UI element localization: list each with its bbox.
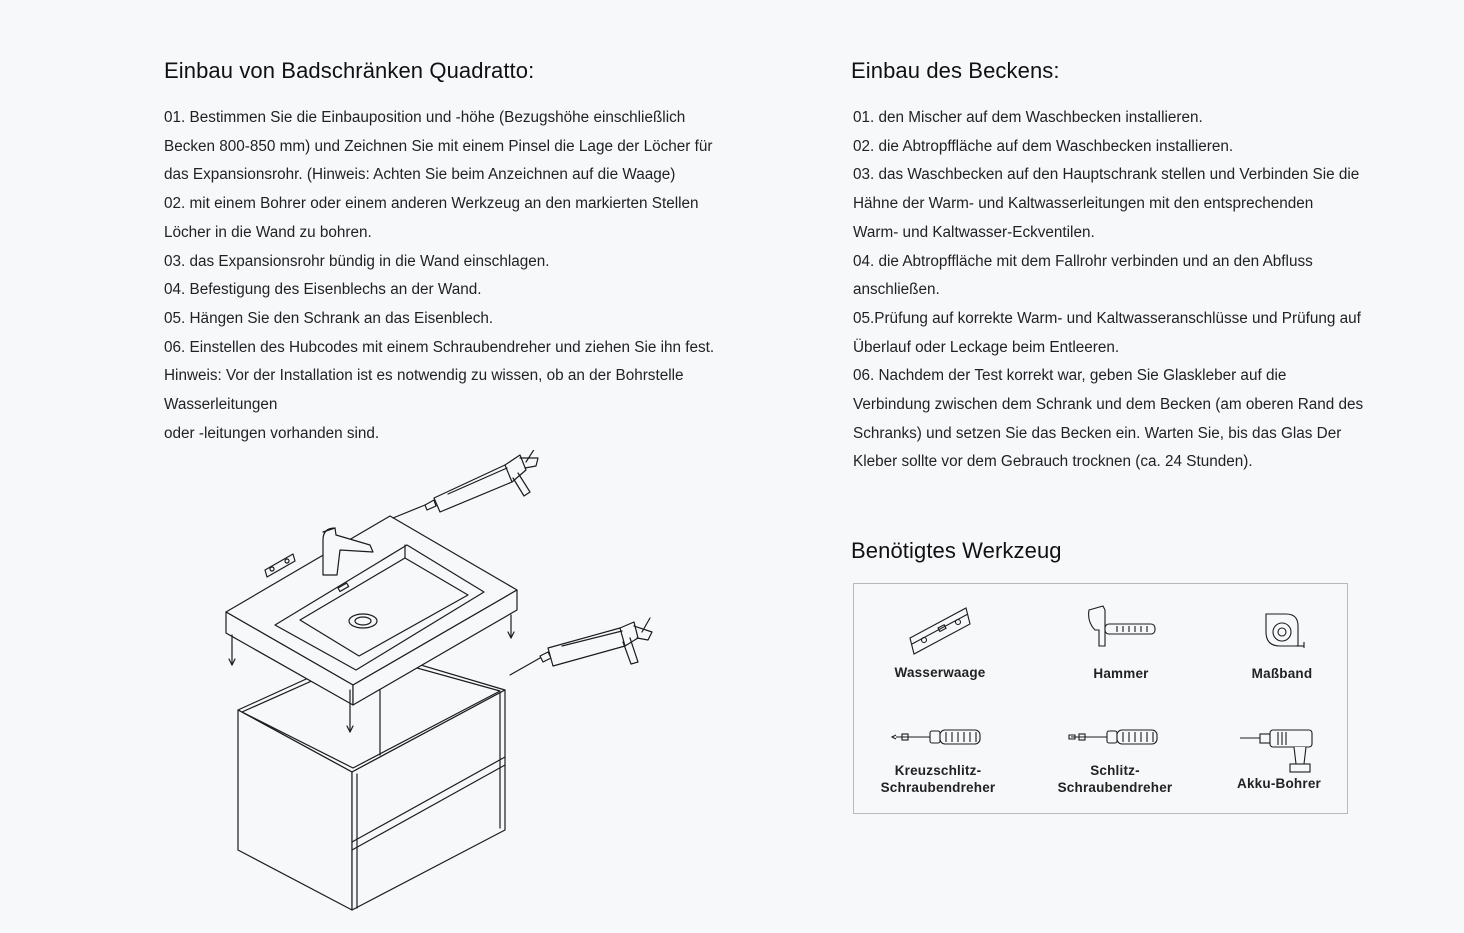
tools-title: Benötigtes Werkzeug xyxy=(851,538,1062,563)
flathead-screwdriver-icon xyxy=(1065,724,1165,750)
cabinet-installation-title: Einbau von Badschränken Quadratto: xyxy=(164,58,535,83)
tool-label: Schraubendreher xyxy=(880,780,996,795)
step-line: Überlauf oder Leckage beim Entleeren. xyxy=(853,338,1120,356)
step-line: Hähne der Warm- und Kaltwasserleitungen mit den entsprechenden xyxy=(853,195,1314,213)
phillips-screwdriver-icon xyxy=(888,724,988,750)
step-line: 01. den Mischer auf dem Waschbecken installieren. xyxy=(853,109,1203,126)
silicone-gun-top xyxy=(393,450,538,518)
step-line: 04. Befestigung des Eisenblechs an der Wand. xyxy=(164,281,482,299)
step-line: Löcher in die Wand zu bohren. xyxy=(164,223,372,241)
hammer-icon xyxy=(1081,600,1161,660)
basin-installation-title: Einbau des Beckens: xyxy=(851,58,1060,83)
cabinet-assembly-illustration xyxy=(220,450,660,920)
tool-spirit-level xyxy=(860,600,1020,681)
step-line: Schranks) und setzen Sie das Becken ein. Warten Sie, bis das Glas Der xyxy=(853,424,1342,442)
step-line: 06. Einstellen des Hubcodes mit einem Schraubendreher und ziehen Sie ihn fest. xyxy=(164,338,715,356)
note-line: Wasserleitungen xyxy=(164,396,278,414)
tape-measure-icon xyxy=(1242,600,1322,660)
step-line: 05. Hängen Sie den Schrank an das Eisenblech. xyxy=(164,309,494,327)
tool-hammer xyxy=(1041,600,1201,682)
note-line: Hinweis: Vor der Installation ist es notwendig zu wissen, ob an der Bohrstelle xyxy=(164,367,684,385)
cabinet-installation-section xyxy=(164,58,774,448)
tool-label: Wasserwaage xyxy=(894,665,986,680)
step-line: 01. Bestimmen Sie die Einbauposition und -höhe (Bezugshöhe einschließlich xyxy=(164,109,686,126)
tool-label: Kreuzschlitz- xyxy=(894,763,982,778)
note-line: oder -leitungen vorhanden sind. xyxy=(164,424,380,442)
cabinet-installation-steps xyxy=(164,104,774,448)
step-line: 05.Prüfung auf korrekte Warm- und Kaltwasseranschlüsse und Prüfung auf xyxy=(853,309,1361,327)
basin-installation-steps xyxy=(851,104,1421,477)
step-line: 02. mit einem Bohrer oder einem anderen Werkzeug an den markierten Stellen xyxy=(164,195,699,213)
step-line: Becken 800-850 mm) und Zeichnen Sie mit einem Pinsel die Lage der Löcher für xyxy=(164,137,713,155)
step-line: Verbindung zwischen dem Schrank und dem Becken (am oberen Rand des xyxy=(853,396,1364,414)
tool-label: Hammer xyxy=(1093,666,1149,681)
basin-installation-section xyxy=(851,58,1421,477)
tool-label: Akku-Bohrer xyxy=(1237,776,1321,791)
step-line: Kleber sollte vor dem Gebrauch trocknen (ca. 24 Stunden). xyxy=(853,453,1253,471)
step-line: 06. Nachdem der Test korrekt war, geben Sie Glaskleber auf die xyxy=(853,367,1287,385)
tool-flathead-screwdriver xyxy=(1035,724,1195,796)
step-line: Warm- und Kaltwasser-Eckventilen. xyxy=(853,223,1095,241)
step-line: 04. die Abtropffläche mit dem Fallrohr verbinden und an den Abfluss xyxy=(853,252,1313,270)
cordless-drill-icon xyxy=(1234,724,1324,774)
tool-label: Maßband xyxy=(1251,666,1313,681)
tool-label: Schlitz- xyxy=(1090,763,1140,778)
tools-panel xyxy=(853,583,1348,814)
basin-top xyxy=(226,516,517,705)
tool-tape-measure xyxy=(1202,600,1362,682)
step-line: anschließen. xyxy=(853,281,940,299)
step-line: 03. das Waschbecken auf den Hauptschrank stellen und Verbinden Sie die xyxy=(853,166,1360,184)
step-line: 03. das Expansionsrohr bündig in die Wand einschlagen. xyxy=(164,252,550,270)
step-line: das Expansionsrohr. (Hinweis: Achten Sie beim Anzeichnen auf die Waage) xyxy=(164,166,676,184)
spirit-level-icon xyxy=(900,600,980,660)
silicone-gun-side xyxy=(510,618,652,675)
tool-phillips-screwdriver xyxy=(858,724,1018,796)
tool-label: Schraubendreher xyxy=(1057,780,1173,795)
step-line: 02. die Abtropffläche auf dem Waschbecken installieren. xyxy=(853,137,1234,155)
tool-cordless-drill xyxy=(1199,724,1359,792)
